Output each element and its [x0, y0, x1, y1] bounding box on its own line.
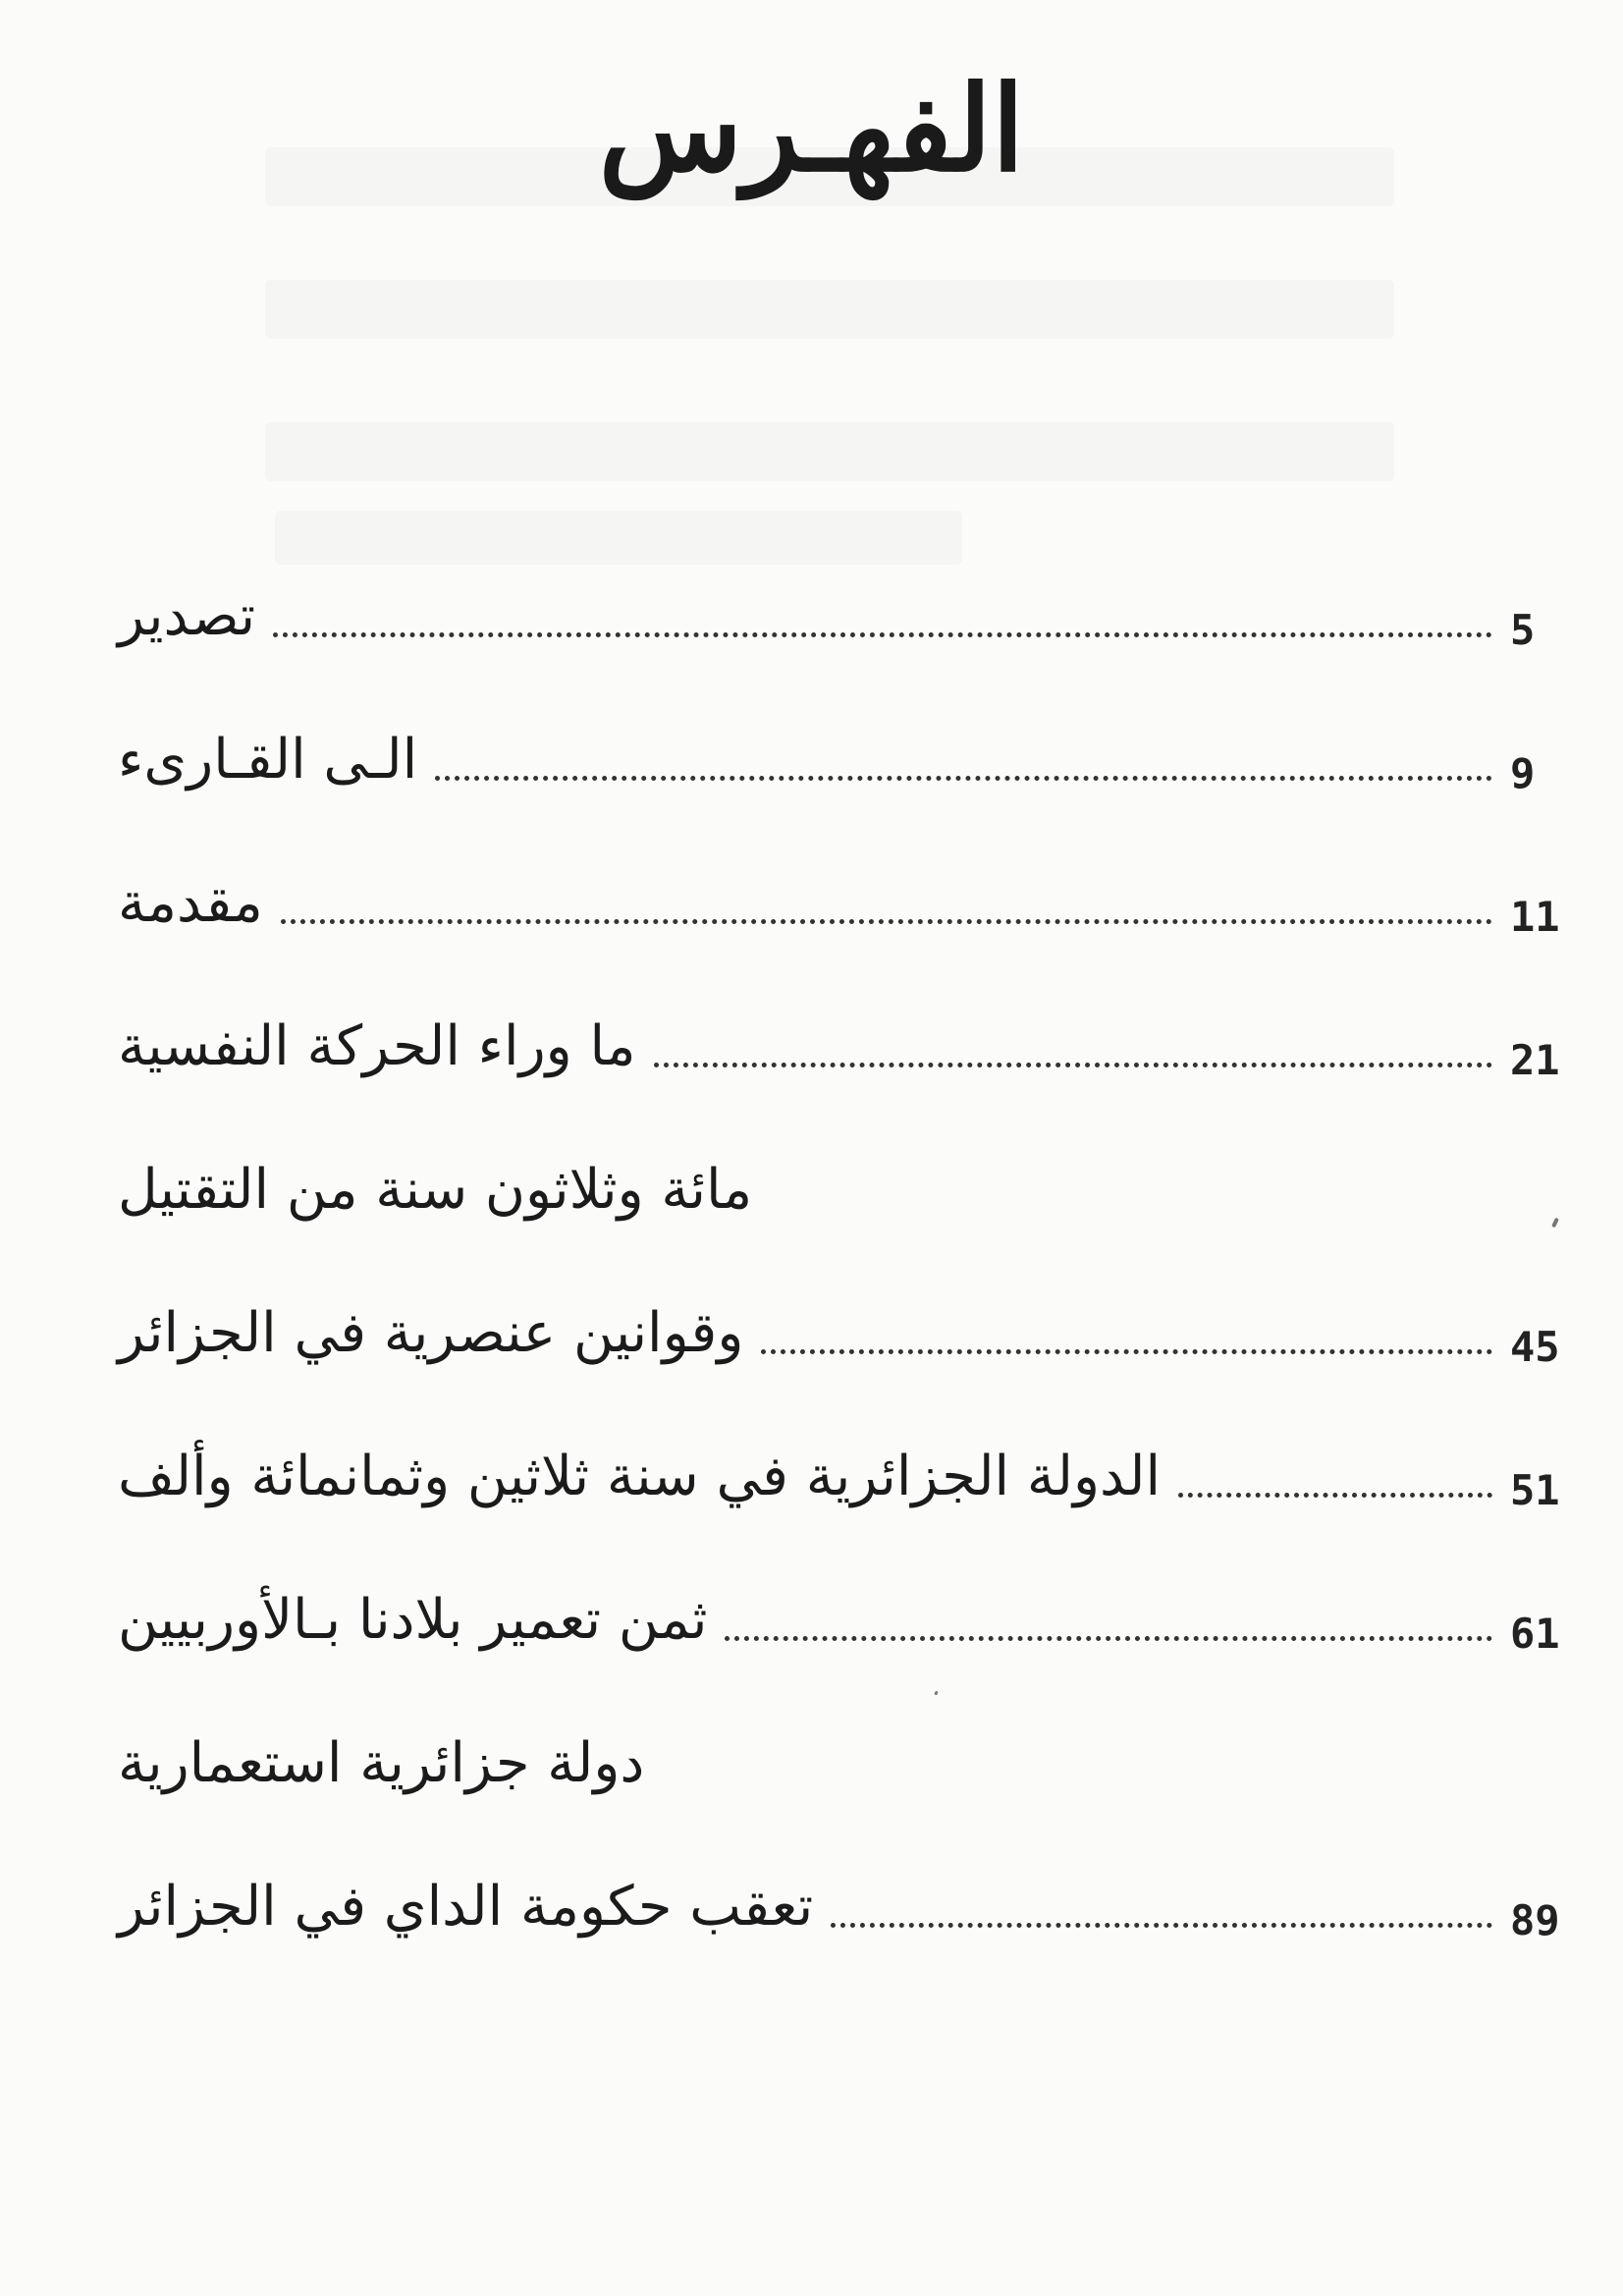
toc-entry-title: مائة وثلاثون سنة من التقتيل [118, 1158, 753, 1222]
toc-entry-title: دولة جزائرية استعمارية [118, 1731, 645, 1795]
bleed-through-shadow [265, 280, 1394, 339]
toc-entry[interactable] [118, 1119, 1571, 1262]
toc-entry-page-number: 21 [1510, 1036, 1560, 1084]
toc-entry-page-number: 9 [1510, 749, 1536, 797]
toc-entry-title: تعقب حكومة الداي في الجزائر [118, 1875, 814, 1939]
toc-entry-title: ثمن تعمير بلادنا بـالأوربيين [118, 1588, 708, 1652]
toc-entry[interactable] [118, 1692, 1571, 1835]
dot-leader [1178, 1493, 1492, 1498]
toc-entry-title: الدولة الجزائرية في سنة ثلاثين وثمانمائة وألف [118, 1445, 1162, 1508]
toc-entry-title: تصدير [118, 584, 256, 648]
toc-entry[interactable] [118, 688, 1571, 832]
bleed-through-shadow [265, 422, 1394, 481]
toc-entry[interactable] [118, 975, 1571, 1119]
toc-entry-title: مقدمة [118, 871, 263, 935]
toc-entry[interactable] [118, 1549, 1571, 1692]
toc-entry[interactable] [118, 1405, 1571, 1549]
dot-leader [281, 919, 1492, 924]
dot-leader [654, 1063, 1492, 1067]
toc-entry-page-number: 5 [1510, 606, 1536, 654]
toc-entry[interactable] [118, 1835, 1571, 1979]
toc-entry[interactable] [118, 1262, 1571, 1405]
toc-entry-title: وقوانين عنصرية في الجزائر [118, 1301, 744, 1365]
dot-leader [273, 632, 1492, 637]
toc-entry-page-number: 61 [1510, 1610, 1560, 1658]
toc-entry-page-number: 51 [1510, 1466, 1560, 1514]
toc-entry-page-number: 45 [1510, 1323, 1560, 1371]
dot-leader [725, 1636, 1492, 1641]
dot-leader [435, 776, 1492, 781]
toc-entry-title: الـى القـارىء [118, 728, 418, 792]
dot-leader [831, 1923, 1492, 1928]
toc-entry-title: ما وراء الحركة النفسية [118, 1014, 636, 1078]
toc-entry[interactable] [118, 545, 1571, 688]
table-of-contents [118, 545, 1571, 1979]
dot-leader [761, 1349, 1492, 1354]
toc-entry-page-number: 89 [1510, 1896, 1560, 1944]
toc-entry[interactable] [118, 832, 1571, 975]
toc-entry-page-number: 11 [1510, 893, 1560, 941]
page-title: الفهـرس [598, 60, 1025, 198]
